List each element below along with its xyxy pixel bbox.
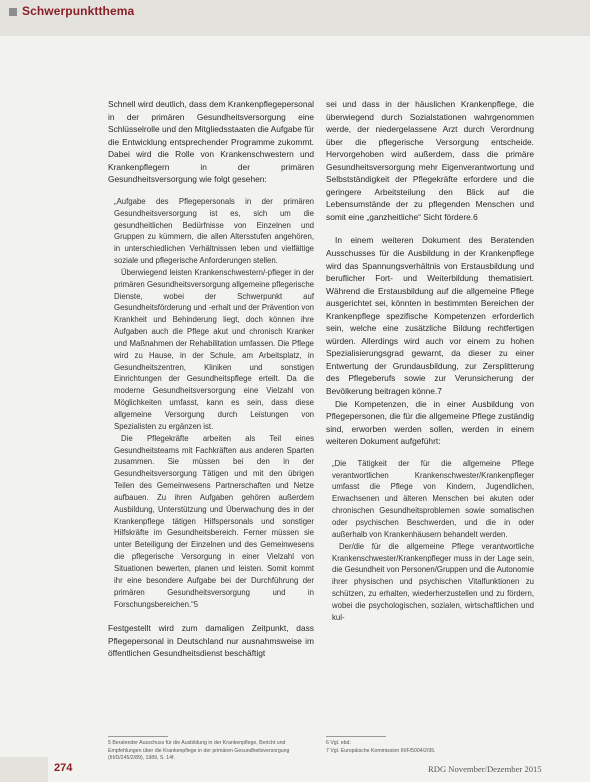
right-column — [326, 98, 534, 634]
issue-label: RDG November/Dezember 2015 — [428, 764, 542, 774]
page-number: 274 — [54, 762, 73, 774]
left-column — [108, 98, 314, 660]
footnote: 7 Vgl. Europäische Kommission III/F/5004/2/95. — [326, 747, 436, 754]
section-title: Schwerpunktthema — [22, 4, 135, 18]
footer-bar — [0, 757, 48, 782]
body-paragraph: sei und dass in der häuslichen Krankenpflege, die überwiegend durch Sozialstationen wahrgenommen werde, der niedergelassene Arzt durch Verordnung über die pflegerische Versorgung entscheide. Hervorgehoben wird außerdem, dass die primäre Gesundheitsversorgung mehr Eigenverantwortung und Selbstständigkeit der Pflegekräfte erfordere und die geringere Arbeitsteilung den Blick auf die Lebensumstände der zu pflegenden Menschen und somit eine „ganzheitliche“ Sicht fördere.6 — [326, 99, 534, 222]
intro-paragraph: Schnell wird deutlich, dass dem Krankenpflegepersonal in der primären Gesundheitsversorgung eine Schlüsselrolle und den Mitgliedsstaaten die Aufgabe für die Entwicklung entsprechender Programme zukommt. Dabei wird die Rolle von Krankenschwestern und Krankenpflegern in der primären Gesundheitsversorgung wie folgt gesehen: — [108, 99, 314, 185]
body-paragraph: In einem weiteren Dokument des Beratenden Ausschusses für die Ausbildung in der Krankenpflege wird das Spannungsverhältnis von Erstausbildung und beruflicher Fort- und Weiterbildung thematisiert. Während die Erstausbildung auf die allgemeine Pflege ausgerichtet sei, könnten in bestimmten Bereichen der Krankenpflege spezifische Kompetenzen erforderlich sein, welche eine zusätzliche Bildung rechtfertigen würden. Allerdings wird auch vor einem zu hohen Spezialisierungsgrad gewarnt, da dieser zu einer Entwertung der Grundausbildung, zur Zersplitterung des Pflegeberufs sowie zur Verunsicherung der Bevölkerung beitragen könne.7 — [326, 235, 534, 397]
footnotes-left — [108, 740, 314, 763]
footnote-rule-right — [326, 736, 386, 737]
body-paragraph: Die Kompetenzen, die in einer Ausbildung von Pflegepersonen, die für die allgemeine Pflege zuständig sind, erworben werden sollen, werden in einem weiteren Dokument aufgeführt: — [326, 398, 534, 447]
quote-paragraph: „Aufgabe des Pflegepersonals in der primären Gesundheitsversorgung ist es, sich um die gesundheitlichen Bedürfnisse von Einzelnen und Gruppen zu kümmern, die allen Altersstufen angehören, in unterschiedlichen Verhältnissen leben und vielfältige soziale und pflegerische Anforderungen stellen. — [114, 196, 314, 266]
footnote: 5 Beratender Ausschuss für die Ausbildung in der Krankenpflege, Bericht und Empfehlungen über die Krankenpflege in der primären Gesundheitsversorgung (III/D/245/2/89), 1989, S. 14f. — [108, 740, 290, 761]
quote-paragraph: Der/die für die allgemeine Pflege verantwortliche Krankenschwester/Krankenpfleger muss in der Lage sein, die Gesundheit von Personen/Gruppen und die Autonomie ihrer physischen und psychischen Vitalfunktionen zu schützen, zu erhalten, wiederherzustellen und zu fördern, wobei die psychologischen, sozialen, wirtschaftlichen und kul- — [332, 541, 534, 622]
footnotes-right — [326, 740, 534, 755]
footnote: 6 Vgl. ebd. — [326, 740, 351, 746]
section-marker-square — [9, 8, 17, 16]
quote-block-right — [332, 458, 534, 624]
footnote-rule-left — [108, 736, 168, 737]
quote-paragraph: Überwiegend leisten Krankenschwestern/-pfleger in der primären Gesundheitsversorgung allgemeine pflegerische Dienste, wobei der Schwerpunkt auf Gesundheitsförderung und -erhalt und der Prävention von Krankheit und Behinderung liegt, doch können ihre Aufgaben auch die Pflege akut und chronisch Kranker und Maßnahmen der Rehabilitation umfassen. Die Pflege wird zu Hause, in der Schule, am Arbeitsplatz, in Gesundheitszentren, Kliniken und sonstigen Einrichtungen der Gesundheitspflege erteilt. Da die moderne Gesundheitsversorgung eine Vielzahl von Möglichkeiten umfasst, kann es sein, dass diese allgemeine Versorgung durch Leistungen von Spezialisten zu ergänzen ist. — [114, 267, 314, 431]
quote-paragraph: Die Pflegekräfte arbeiten als Teil eines Gesundheitsteams mit Fachkräften aus anderen Sparten zusammen. Sie müssen bei den in der Gesundheitsversorgung Tätigen und mit den übrigen Teilen des Gemeinwesens Partnerschaften und Netze aufbauen. Zu ihren Aufgaben gehören außerdem Ausbildung, Unterstützung und Überwachung des in der Krankenpflege tätigen Hilfspersonals und sonstiger Hilfskräfte im Gesundheitsbereich. Ferner müssen sie unter Beteiligung der Einzelnen und des Gemeinwesens die pflegerische Versorgung in einer Vielzahl von Situationen bewerten, planen und leisten. Somit kommt ihr eine besondere Aufgabe bei der Durchführung der primären Gesundheitsversorgung und in Forschungsbereichen.“5 — [114, 433, 314, 609]
quote-paragraph: „Die Tätigkeit der für die allgemeine Pflege verantwortlichen Krankenschwester/Krankenpfleger umfasst die Pflege von Kindern, Jugendlichen, Erwachsenen und älteren Menschen bei akuten oder chronischen Gesundheitsproblemen sowie somatischen oder psychischen Beschwerden, und die in oder außerhalb von Krankenhäusern behandelt werden. — [332, 458, 534, 539]
body-paragraph: Festgestellt wird zum damaligen Zeitpunkt, dass Pflegepersonal in Deutschland nur ausnahmsweise im öffentlichen Gesundheitsdienst beschäftigt — [108, 623, 314, 659]
quote-block-left — [114, 196, 314, 611]
